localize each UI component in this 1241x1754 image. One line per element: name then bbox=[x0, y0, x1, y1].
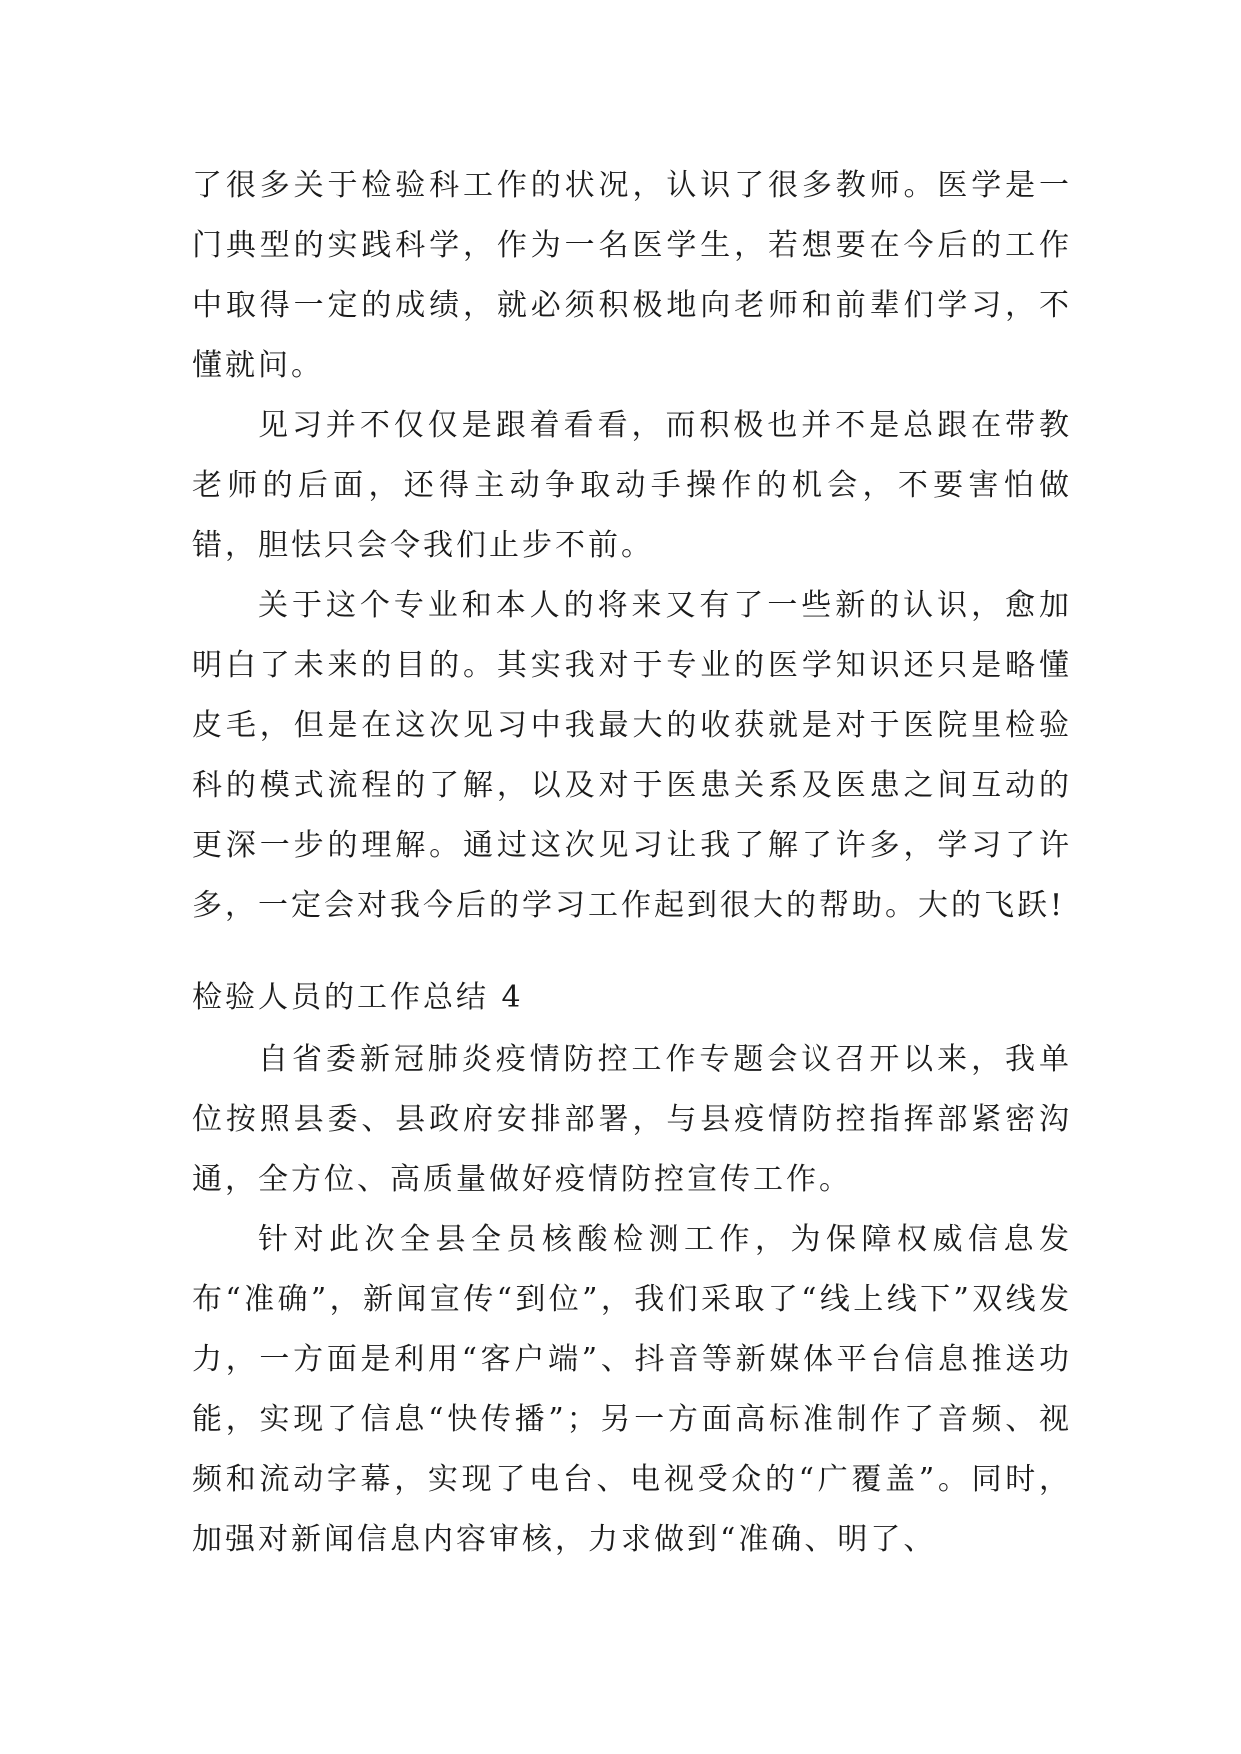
body-text-section-b bbox=[192, 1030, 1072, 1570]
paragraph: 关于这个专业和本人的将来又有了一些新的认识，愈加明白了未来的目的。其实我对于专业的医学知识还只是略懂皮毛，但是在这次见习中我最大的收获就是对于医院里检验科的模式流程的了解，以及对于医患关系及医患之间互动的更深一步的理解。通过这次见习让我了解了许多，学习了许多，一定会对我今后的学习工作起到很大的帮助。大的飞跃! bbox=[192, 588, 1072, 923]
paragraph-continued: 了很多关于检验科工作的状况，认识了很多教师。医学是一门典型的实践科学，作为一名医学生，若想要在今后的工作中取得一定的成绩，就必须积极地向老师和前辈们学习，不懂就问。 bbox=[192, 168, 1072, 383]
body-text-section-a bbox=[192, 156, 1072, 936]
section-heading: 检验人员的工作总结 4 bbox=[192, 980, 524, 1015]
paragraph: 自省委新冠肺炎疫情防控工作专题会议召开以来，我单位按照县委、县政府安排部署，与县疫情防控指挥部紧密沟通，全方位、高质量做好疫情防控宣传工作。 bbox=[192, 1042, 1072, 1197]
paragraph: 针对此次全县全员核酸检测工作，为保障权威信息发布“准确”，新闻宣传“到位”，我们采取了“线上线下”双线发力，一方面是利用“客户端”、抖音等新媒体平台信息推送功能，实现了信息“快传播”；另一方面高标准制作了音频、视频和流动字幕，实现了电台、电视受众的“广覆盖”。同时，加强对新闻信息内容审核，力求做到“准确、明了、 bbox=[192, 1222, 1072, 1557]
paragraph: 见习并不仅仅是跟着看看，而积极也并不是总跟在带教老师的后面，还得主动争取动手操作的机会，不要害怕做错，胆怯只会令我们止步不前。 bbox=[192, 408, 1072, 563]
